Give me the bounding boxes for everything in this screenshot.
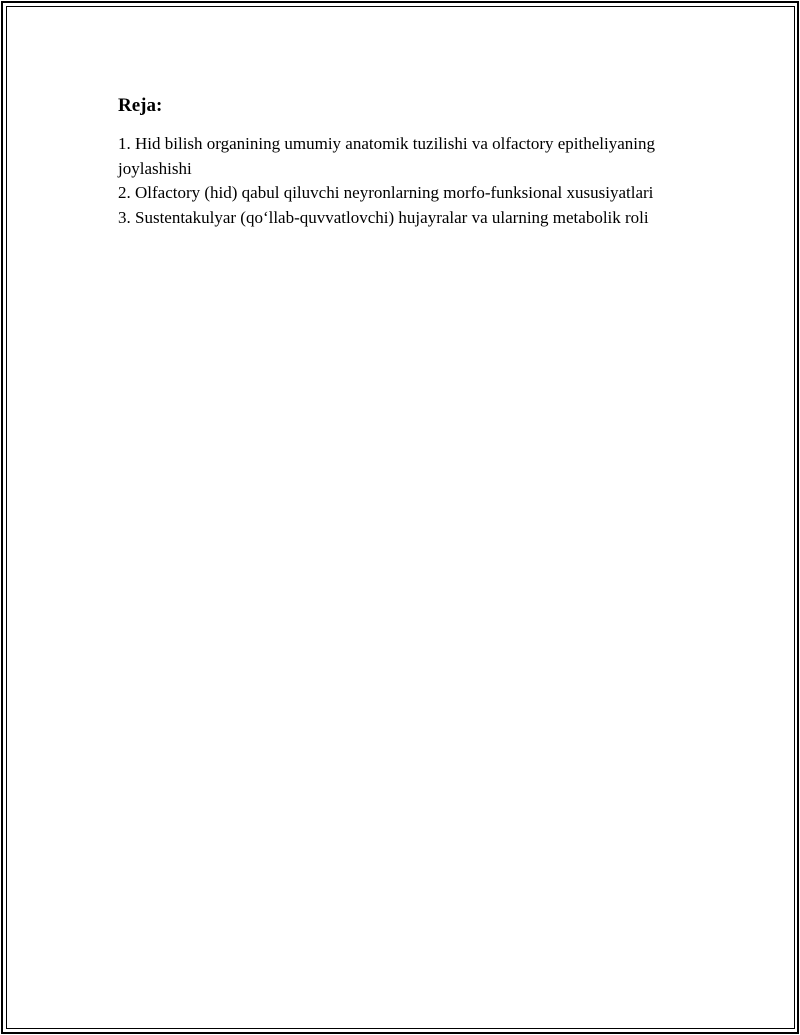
plan-heading: Reja: <box>118 95 163 116</box>
plan-item-2: 2. Olfactory (hid) qabul qiluvchi neyronlarning morfo-funksional xususiyatlari <box>118 183 654 202</box>
plan-item-1: 1. Hid bilish organining umumiy anatomik tuzilishi va olfactory epitheliyaning joylashishi <box>118 134 655 178</box>
document-content <box>118 94 678 230</box>
plan-item-3: 3. Sustentakulyar (qo‘llab-quvvatlovchi) hujayralar va ularning metabolik roli <box>118 207 649 227</box>
plan-list <box>118 132 678 230</box>
